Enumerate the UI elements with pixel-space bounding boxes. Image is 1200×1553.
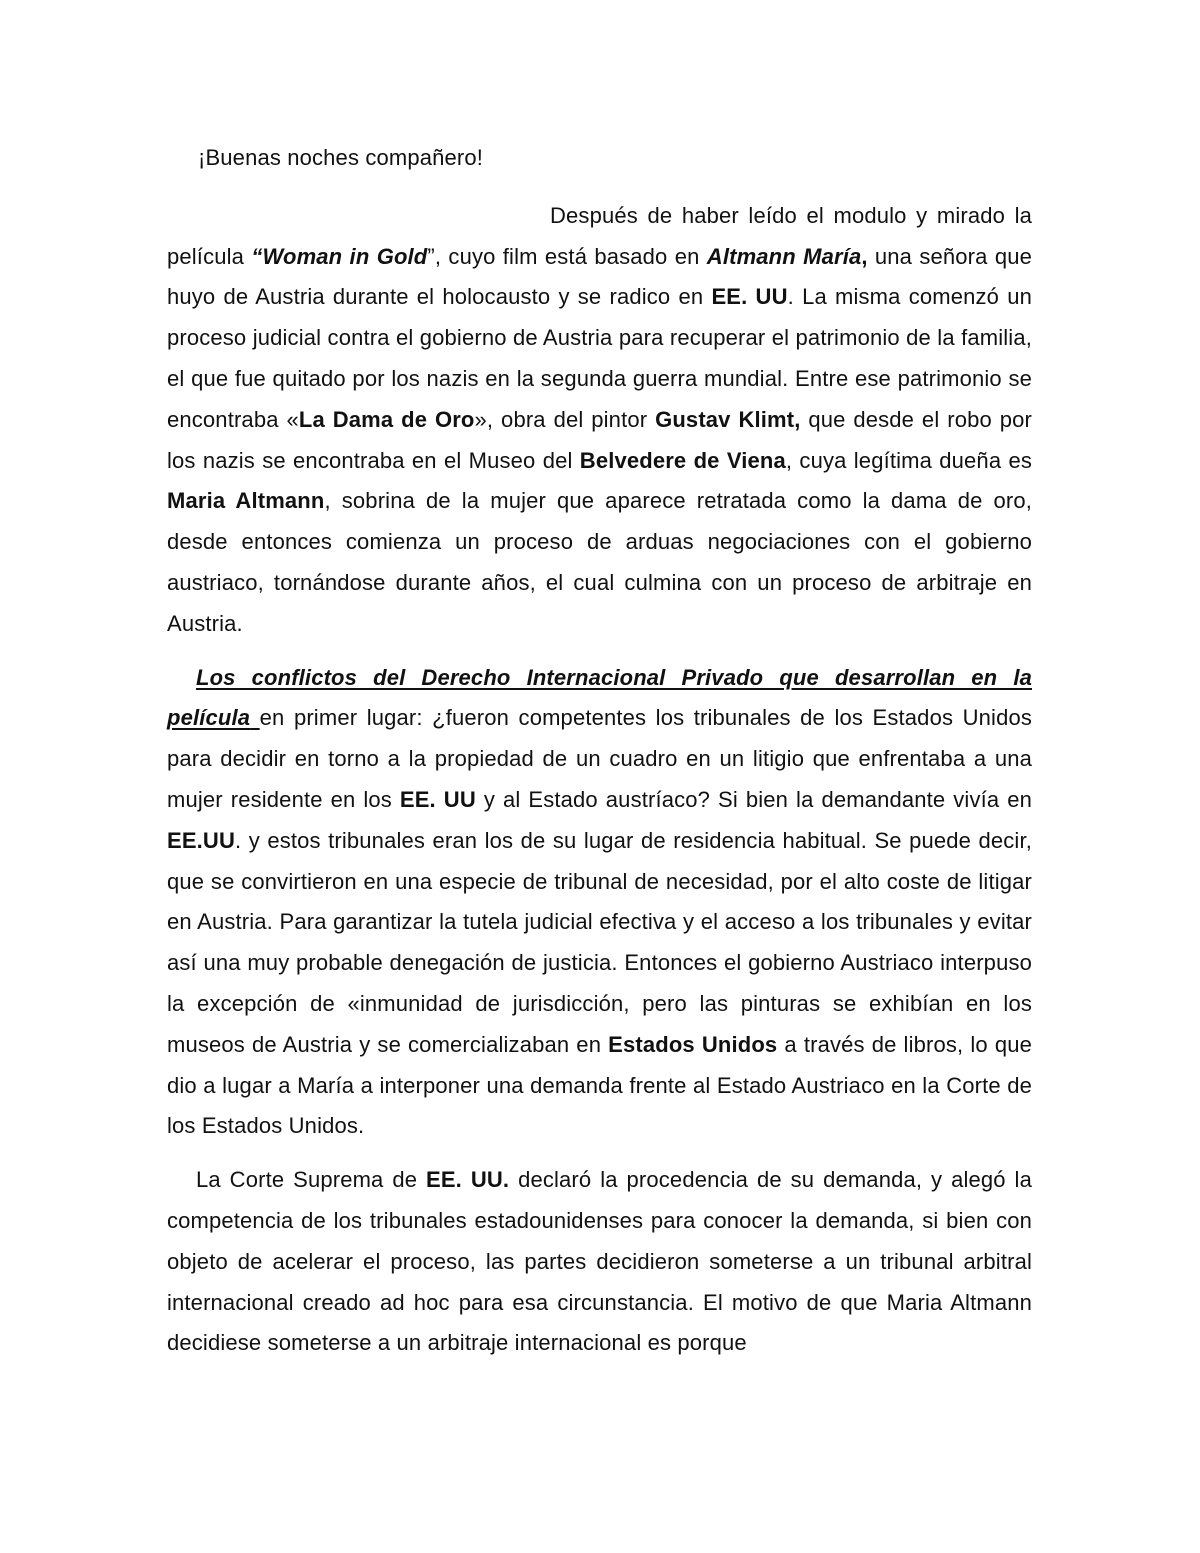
- country-usa-2: EE. UU: [399, 786, 476, 812]
- p1-text-1: Después de haber leído el modulo y mirado la película: [167, 202, 1032, 269]
- section-heading: Los conflictos del Derecho Internacional Privado que desarrollan en la película: [167, 664, 1032, 731]
- p2-text-2: y al Estado austríaco? Si bien la demandante vivía en: [475, 786, 1033, 812]
- film-title: “Woman in Gold: [251, 243, 428, 269]
- country-usa-4: Estados Unidos: [608, 1031, 778, 1057]
- p2-text-1: en primer lugar: ¿fueron competentes los tribunales de los Estados Unidos para decidir en torno a la propiedad de un cuadro en un litigio que enfrentaba a una mujer residente en los: [167, 705, 1033, 812]
- p1-text-8: , sobrina de la mujer que aparece retratada como la dama de oro, desde entonces comienza un proceso de arduas negociaciones con el gobierno austriaco, tornándose durante años, el cual culmina con un proceso de arbitraje en Austria.: [167, 488, 1032, 636]
- painting-name: La Dama de Oro: [298, 406, 475, 432]
- p2-text-3: . y estos tribunales eran los de su lugar de residencia habitual. Se puede decir, que se convirtieron en una especie de tribunal de necesidad, por el alto coste de litigar en Austria. Para garantizar la tutela judicial efectiva y el acceso a los tribunales y evitar así una muy probable denegación de justicia. Entonces el gobierno Austriaco interpuso la excepción de «inmunidad de jurisdicción, pero las pinturas se exhibían en los museos de Austria y se comercializaban en: [167, 827, 1032, 1057]
- p3-text-1: La Corte Suprema de: [196, 1167, 427, 1193]
- paragraph-3: [167, 1160, 1032, 1364]
- p1-text-4: . La misma comenzó un proceso judicial contra el gobierno de Austria para recuperar el patrimonio de la familia, el que fue quitado por los nazis en la segunda guerra mundial. Entre ese patrimonio se encontraba «: [167, 284, 1032, 432]
- p3-text-2: declaró la procedencia de su demanda, y alegó la competencia de los tribunales estadounidenses para conocer la demanda, si bien con objeto de acelerar el proceso, las partes decidieron someterse a un tribunal arbitral internacional creado ad hoc para esa circunstancia. El motivo de que Maria Altmann decidiese someterse a un arbitraje internacional es porque: [167, 1167, 1032, 1356]
- document-body: [167, 138, 1032, 1364]
- painter-name: Gustav Klimt,: [655, 406, 801, 432]
- heading-underline-space: [250, 705, 260, 730]
- p1-text-3: una señora que huyo de Austria durante el holocausto y se radico en: [167, 243, 1032, 310]
- paragraph-2: [167, 658, 1032, 1148]
- p2-text-4: a través de libros, lo que dio a lugar a María a interponer una demanda frente al Estado Austriaco en la Corte de los Estados Unidos.: [167, 1031, 1032, 1139]
- owner-name: Maria Altmann: [167, 488, 325, 514]
- country-usa-3: EE.UU: [167, 827, 235, 853]
- subject-name: Altmann María: [706, 243, 862, 269]
- paragraph-1: [167, 196, 1032, 645]
- country-usa-1: EE. UU: [711, 284, 788, 310]
- museum-name: Belvedere de Viena: [579, 447, 786, 473]
- p1-text-5: », obra del pintor: [474, 406, 656, 432]
- p1-text-7: , cuya legítima dueña es: [785, 447, 1033, 473]
- p1-text-6: que desde el robo por los nazis se encontraba en el Museo del: [167, 406, 1032, 473]
- subject-comma: ,: [861, 243, 868, 269]
- greeting: ¡Buenas noches compañero!: [198, 145, 484, 170]
- p1-text-2: ”, cuyo film está basado en: [427, 243, 707, 269]
- country-usa-5: EE. UU.: [426, 1167, 510, 1193]
